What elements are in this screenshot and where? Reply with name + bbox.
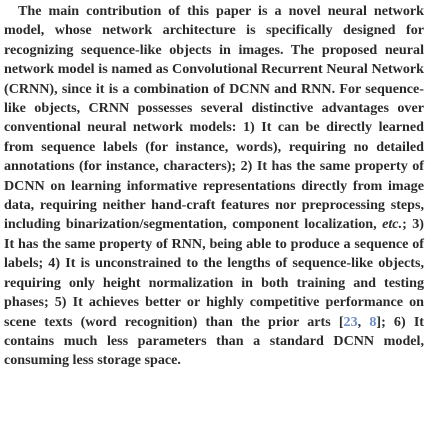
paragraph-text-1: The main contribution of this paper is a novel neural network model, whose network architecture is specifically designed for recognizing sequence-like objects in images. The proposed neural network model is named as Convolutional Recurrent Neural Network (CRNN), since it is a combination of DCNN and RNN. For sequence-like objects, CRNN possesses several distinctive advantages over conventional neural network models: 1) It can be directly learned from sequence labels (for instance, words), requiring no detailed annotations (for instance, characters); 2) It has the same property of DCNN on learning informative representations directly from image data, requiring neither hand-craft features nor preprocessing steps, including binarization/segmentation, component localization, [4, 3, 424, 233]
paragraph-text-2: ; 3) It has the same property of RNN, being able to produce a sequence of labels; 4) It is unconstrained to the lengths of sequence-like objects, requiring only height normalization in both training and testing phases; 5) It achieves better or highly competitive performance on scene texts (word recognition) than the prior arts [ [4, 216, 424, 330]
body-paragraph [4, 2, 424, 371]
paragraph-text-3: ]; 6) It contains much less parameters than a standard DCNN model, consuming less storage space. [4, 313, 424, 369]
citation-separator: , [357, 313, 370, 330]
citation-link-23[interactable]: 23 [343, 313, 358, 330]
paragraph-etc: etc. [382, 216, 403, 233]
citation-link-8[interactable]: 8 [369, 313, 377, 330]
